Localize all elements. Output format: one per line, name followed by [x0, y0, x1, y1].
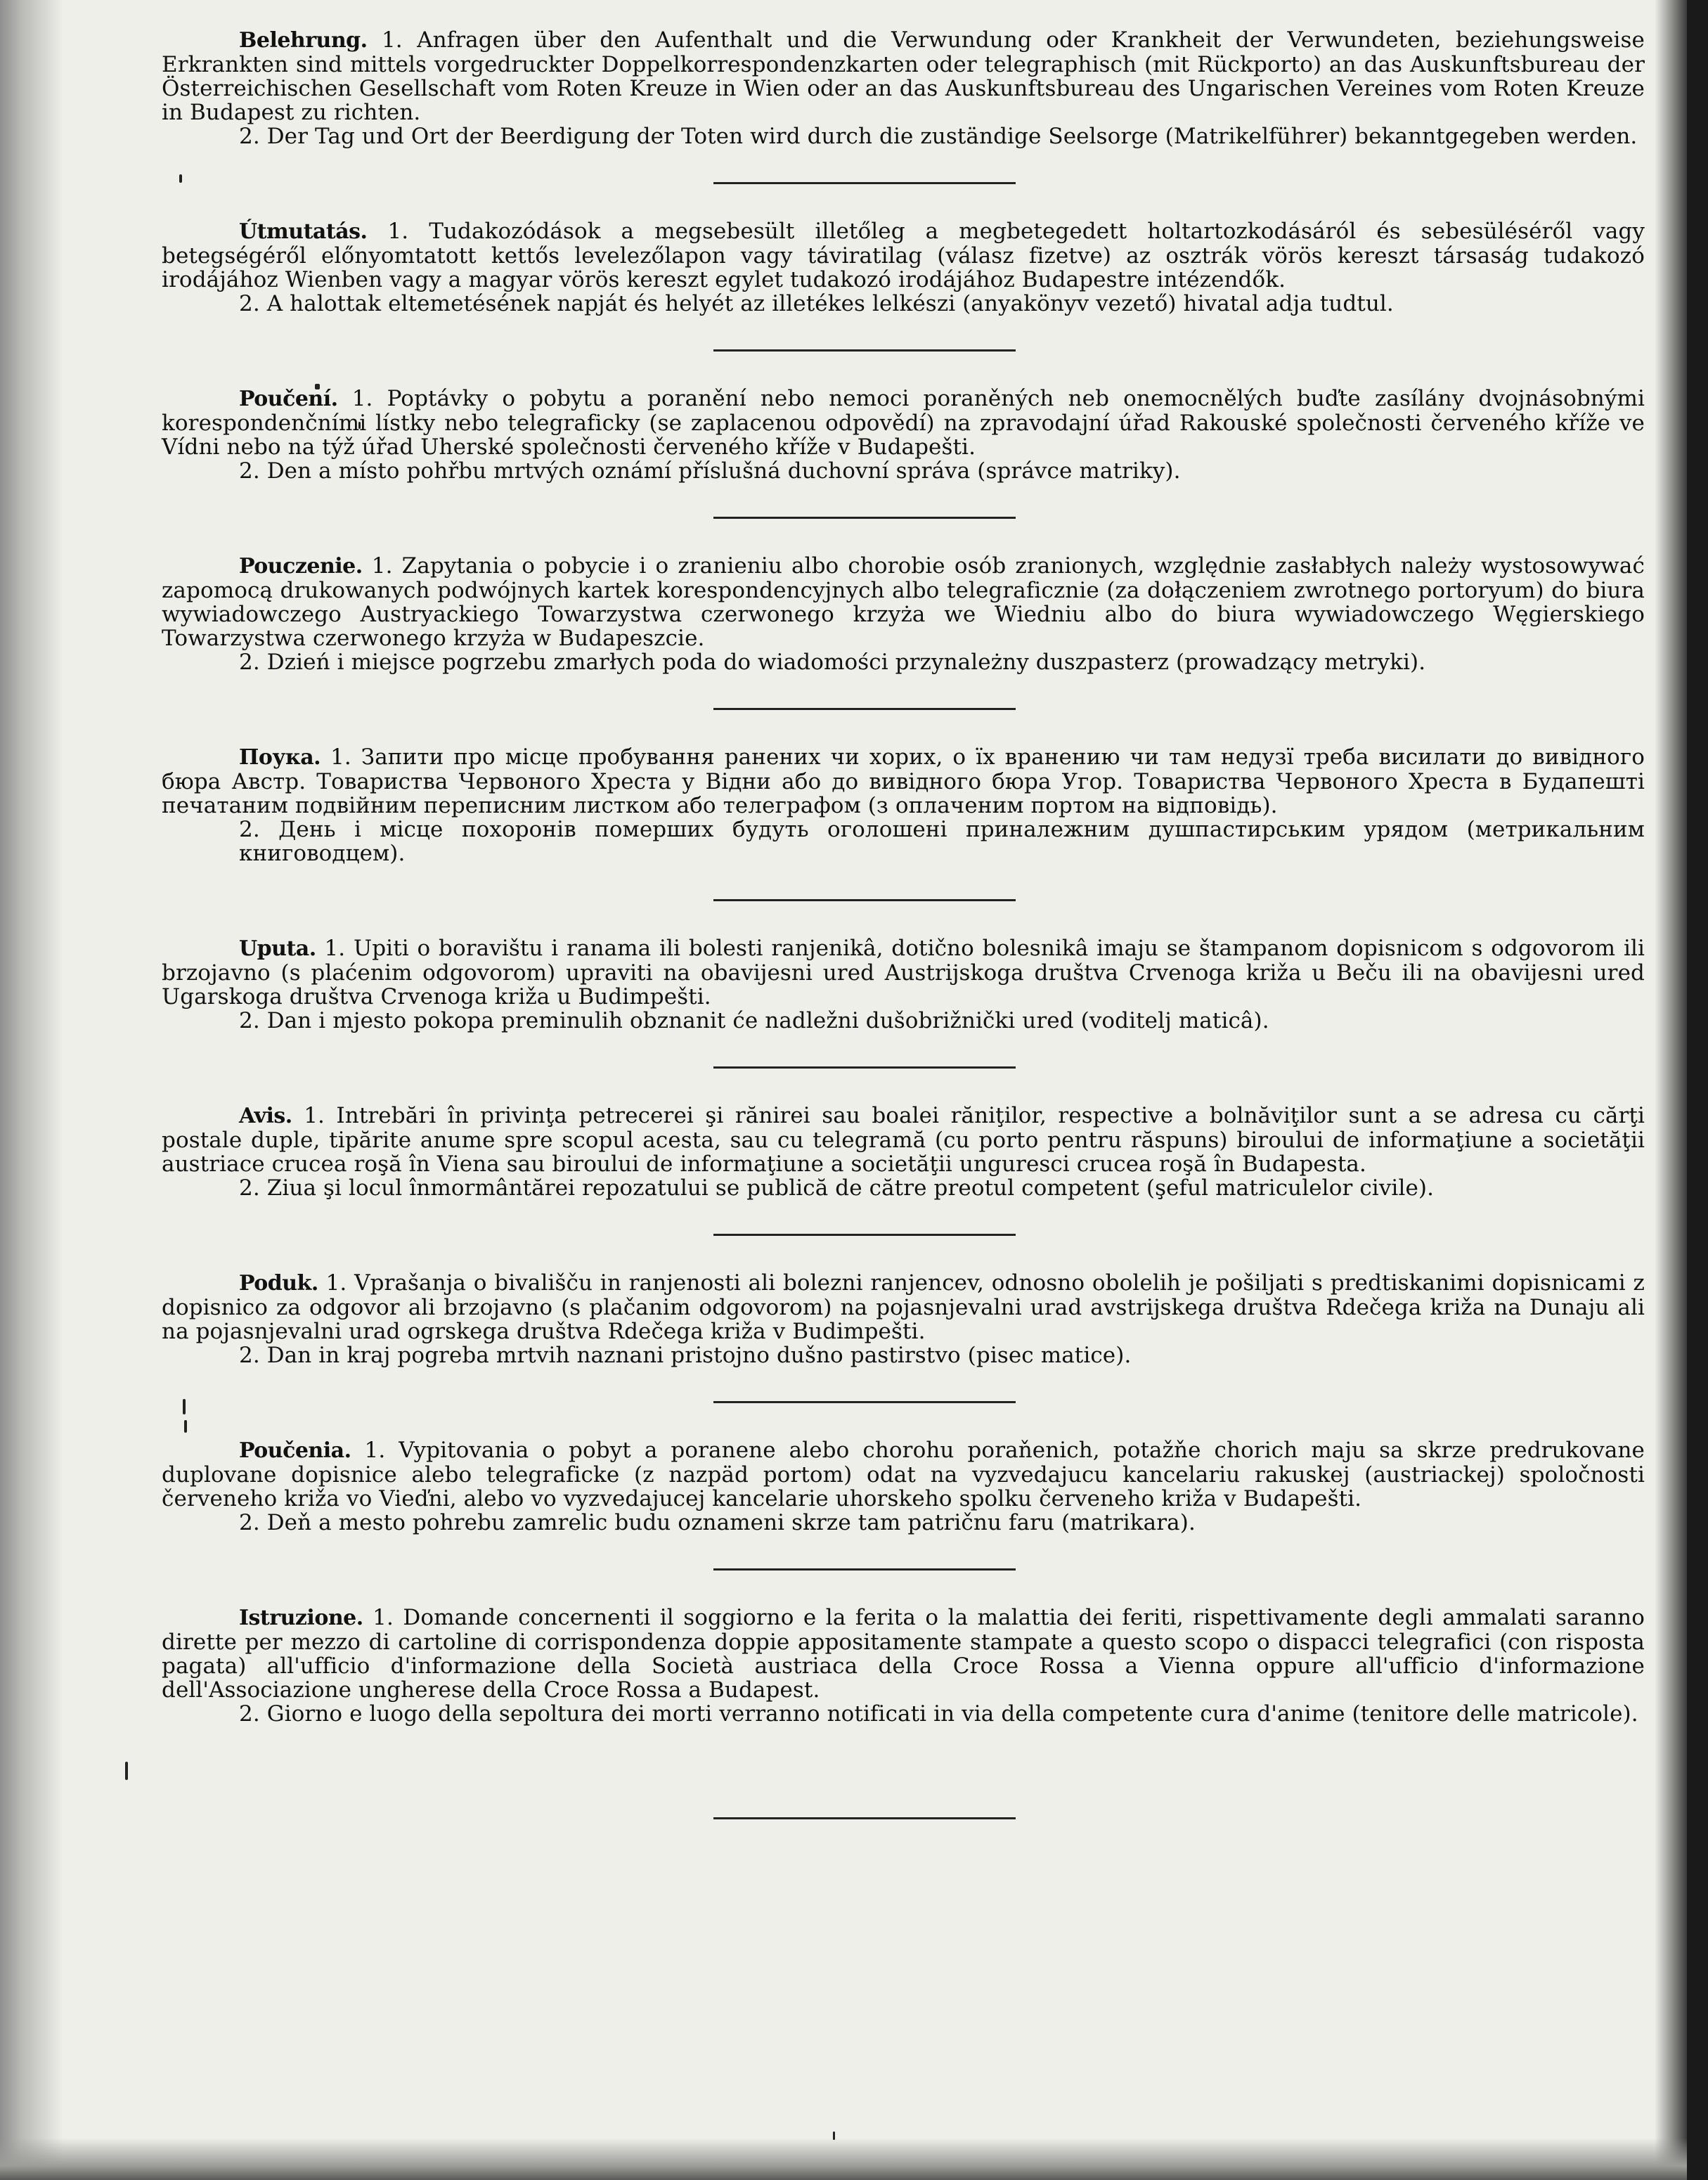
item-2-text: 2. A halottak eltemetésének napját és helyét az illetékes lelkészi (anyakönyv vezető) hivatal adja tudtul.	[239, 291, 1394, 316]
item-2-text: 2. Dan i mjesto pokopa preminulih obznanit će nadležni dušobrižnički ured (voditelj maticâ).	[239, 1008, 1269, 1033]
section-divider	[713, 1817, 1016, 1819]
section-item-2	[239, 124, 1645, 148]
page-edge-bottom	[0, 2138, 1687, 2180]
scan-speck	[184, 1420, 187, 1433]
scan-speck	[179, 174, 182, 183]
item-1-text: 1. Запити про місце пробування ранених чи хорих, о їх вранению чи там недузї треба висилати до вивідного бюра Австр. Товариства Червоного Хреста у Відни або до вивідного бюра Угор. Товариства Червоного Хреста в Будапешті печатаним подвійним переписним листком або телеграфом (з оплаченим портом на відповідь).	[162, 744, 1645, 818]
section-item-1	[162, 554, 1645, 650]
section-ruthenian	[162, 744, 1645, 866]
section-heading: Belehrung.	[239, 28, 368, 53]
item-2-text: 2. Ziua şi locul înmormântărei repozatului se publică de către preotul competent (şeful matriculelor civile).	[239, 1175, 1435, 1201]
page-edge-right	[1655, 0, 1687, 2180]
item-2-text: 2. Den a místo pohřbu mrtvých oznámí příslušná duchovní správa (správce matriky).	[239, 458, 1181, 484]
section-item-2	[239, 459, 1645, 483]
section-heading: Poučení.	[239, 387, 338, 411]
item-1-text: 1. Zapytania o pobycie i o zranieniu albo chorobie osób zranionych, względnie zasłabłych należy wystosowywać zapomocą drukowanych podwójnych kartek korespondencyjnych albo telegraficznie (za dołączeniem zwrotnego portoryum) do biura wywiadowczego Austryackiego Towarzystwa czerwonego krzyża we Wiedniu albo do biura wywiadowczego Węgierskiego Towarzystwa czerwonego krzyża w Budapeszcie.	[162, 553, 1645, 651]
section-item-1	[162, 219, 1645, 292]
item-2-text: 2. Dan in kraj pogreba mrtvih naznani pristojno dušno pastirstvo (pisec matice).	[239, 1343, 1132, 1368]
section-item-2	[239, 1343, 1645, 1367]
section-heading: Uputa.	[239, 936, 316, 961]
section-item-2	[239, 1702, 1645, 1726]
section-item-2	[239, 818, 1645, 865]
section-item-2	[239, 650, 1645, 674]
item-2-text: 2. Der Tag und Ort der Beerdigung der Toten wird durch die zuständige Seelsorge (Matrikelführer) bekanntgegeben werden.	[239, 124, 1638, 149]
section-item-1	[162, 1104, 1645, 1176]
section-hungarian	[162, 219, 1645, 316]
section-polish	[162, 553, 1645, 675]
section-heading: Poduk.	[239, 1271, 318, 1296]
item-1-text: 1. Upiti o boravištu i ranama ili bolesti ranjenikâ, dotično bolesnikâ imaju se štampanom dopisnicom s odgovorom ili brzojavno (s plaćenim odgovorom) upraviti na obavijesni ured Austrijskoga društva Crvenoga križa u Beču ili na obavijesni ured Ugarskoga društva Crvenoga križa u Budimpešti.	[162, 936, 1645, 1010]
section-heading: Istruzione.	[239, 1606, 363, 1630]
section-slovene	[162, 1270, 1645, 1368]
section-heading: Avis.	[239, 1104, 292, 1128]
section-divider	[713, 708, 1016, 710]
item-2-text: 2. Deň a mesto pohrebu zamrelic budu oznameni skrze tam patričnu faru (matrikara).	[239, 1510, 1196, 1535]
item-2-text: 2. Giorno e luogo della sepoltura dei morti verranno notificati in via della competente cura d'anime (tenitore delle matricole).	[239, 1701, 1638, 1727]
section-item-1	[162, 1438, 1645, 1511]
item-1-text: 1. Vypitovania o pobyt a poranene alebo chorohu poraňenich, potažňe chorich maju sa skrze predrukovane duplovane dopisnice alebo telegraficke (z nazpäd portom) odat na vyzvedajucu kancelariu rakuskej (austriackej) spoločnosti červeneho križa vo Vieďni, alebo vo vyzvedajucej kancelarie uhorskeho spolku červeneho križa v Budapešti.	[162, 1438, 1645, 1511]
item-2-text: 2. День і місце похоронів померших будуть оголошені приналежним душпастирським урядом (метрикальним книговодцем).	[239, 817, 1645, 866]
section-divider	[713, 517, 1016, 519]
instruction-text	[162, 27, 1645, 1819]
section-item-2	[239, 292, 1645, 316]
scan-speck	[833, 2131, 835, 2140]
section-german	[162, 27, 1645, 149]
item-1-text: 1. Poptávky o pobytu a poranění nebo nemoci poraněných neb onemocnělých buďte zasílány dvojnásobnými korespondenčními lístky nebo telegraficky (se zaplacenou odpovědí) na zpravodajní úřad Rakouské společnosti červeného kříže ve Vídni nebo na týž úřad Uherské společnosti červeného kříže v Budapešti.	[162, 386, 1645, 460]
section-divider	[713, 182, 1016, 184]
section-item-1	[162, 1271, 1645, 1343]
section-heading: Поука.	[239, 745, 321, 770]
section-divider	[713, 1234, 1016, 1236]
section-italian	[162, 1605, 1645, 1727]
section-divider	[713, 1066, 1016, 1069]
section-item-1	[162, 28, 1645, 124]
item-1-text: 1. Domande concernenti il soggiorno e la ferita o la malattia dei feriti, rispettivamente degli ammalati saranno dirette per mezzo di cartoline di corrispondenza doppie appositamente stampate a questo scopo o dispacci telegrafici (con risposta pagata) all'ufficio d'informazione della Società austriaca della Croce Rossa a Vienna oppure all'ufficio d'informazione dell'Associazione ungherese della Croce Rossa a Budapest.	[162, 1605, 1645, 1703]
section-item-1	[162, 387, 1645, 459]
item-1-text: 1. Tudakozódások a megsebesült illetőleg a megbetegedett holtartozkodásáról és sebesüléséről vagy betegségéről előnyomtatott kettős levelezőlapon vagy táviratilag (válasz fizetve) az osztrák vörös kereszt társaság tudakozó irodájához Wienben vagy a magyar vörös kereszt egylet tudakozó irodájához Budapestre intézendők.	[162, 219, 1645, 292]
section-item-1	[162, 1606, 1645, 1702]
item-1-text: 1. Anfragen über den Aufenthalt und die Verwundung oder Krankheit der Verwundeten, beziehungsweise Erkrankten sind mittels vorgedruckter Doppelkorrespondenzkarten oder telegraphisch (mit Rückporto) an das Auskunftsbureau der Österreichischen Gesellschaft vom Roten Kreuze in Wien oder an das Auskunftsbureau des Ungarischen Vereines vom Roten Kreuze in Budapest zu richten.	[162, 27, 1645, 125]
section-item-2	[239, 1511, 1645, 1535]
item-1-text: 1. Vprašanja o bivališču in ranjenosti ali bolezni ranjencev, odnosno obolelih je pošiljati s predtiskanimi dopisnicami z dopisnico za odgovor ali brzojavno (s plačanim odgovorom) na pojasnjevalni urad avstrijskega društva Rdečega križa na Dunaju ali na pojasnjevalni urad ogrskega društva Rdečega križa v Budimpešti.	[162, 1270, 1645, 1344]
item-2-text: 2. Dzień i miejsce pogrzebu zmarłych poda do wiadomości przynależny duszpasterz (prowadzący metryki).	[239, 650, 1426, 675]
section-croatian	[162, 936, 1645, 1033]
section-item-1	[162, 936, 1645, 1009]
page-shadow-left	[0, 0, 63, 2180]
section-item-1	[162, 745, 1645, 818]
section-czech	[162, 386, 1645, 484]
item-1-text: 1. Intrebări în privinţa petrecerei şi rănirei sau boalei răniţilor, respective a bolnăviţilor sunt a se adresa cu cărţi postale duple, tipărite anume spre scopul acesta, sau cu telegramă (cu porto pentru răspuns) biroului de informaţiune a societăţii austriace crucea roşă în Viena sau biroului de informaţiune a societăţii ungurescі crucea roşă în Budapesta.	[162, 1103, 1645, 1177]
section-divider	[713, 1568, 1016, 1570]
section-item-2	[239, 1176, 1645, 1200]
section-slovak	[162, 1438, 1645, 1535]
section-heading: Poučenia.	[239, 1438, 351, 1463]
section-heading: Pouczenie.	[239, 554, 363, 579]
scan-speck	[125, 1762, 128, 1780]
section-divider	[713, 349, 1016, 351]
section-divider	[713, 1401, 1016, 1403]
section-item-2	[239, 1009, 1645, 1033]
section-divider	[713, 899, 1016, 901]
scan-speck	[183, 1399, 186, 1414]
section-romanian	[162, 1103, 1645, 1201]
section-heading: Útmutatás.	[239, 219, 368, 244]
